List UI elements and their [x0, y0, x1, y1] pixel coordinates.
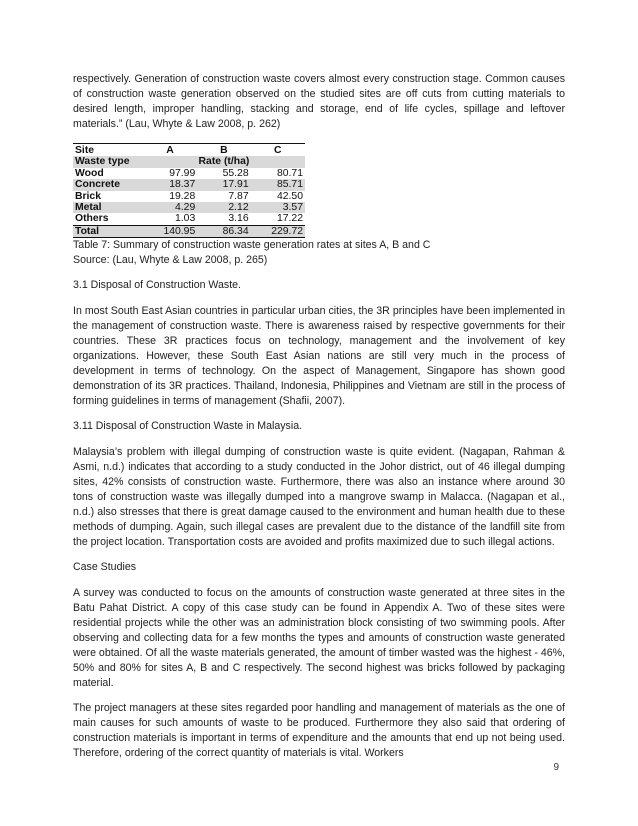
- header-site-a: A: [143, 144, 197, 157]
- table-row: [73, 213, 305, 225]
- table-row: [73, 202, 305, 213]
- section-body-3-1: In most South East Asian countries in particular urban cities, the 3R principles have been implemented in the management of construction waste. There is awareness raised by respective governments for their countries. These 3R practices focus on technology, management and the involvement of key organizations. However, these South East Asian nations are still very much in the process of development in terms of technology. On the aspect of Management, Singapore has shown good demonstration of its 3R practices. Thailand, Indonesia, Philippines and Vietnam are still in the process of forming guidelines in terms of management (Shafii, 2007).: [73, 305, 565, 408]
- subheader-waste-type: Waste type: [73, 156, 143, 167]
- row-label: Metal: [73, 202, 143, 213]
- table-row: [73, 168, 305, 179]
- cell-a: 19.28: [169, 190, 196, 202]
- cell-b: 2.12: [197, 202, 250, 213]
- cell-c: 3.57: [251, 202, 305, 213]
- cell-c: 17.22: [276, 213, 303, 225]
- cell-a: 18.37: [143, 179, 197, 190]
- page-number: 9: [553, 762, 559, 773]
- section-heading-case-studies: Case Studies: [73, 561, 137, 574]
- cell-a: 140.95: [143, 225, 197, 237]
- cell-c: 80.71: [276, 167, 303, 179]
- header-site: Site: [73, 144, 143, 157]
- table-row: [73, 179, 305, 190]
- waste-rate-table: [73, 143, 305, 238]
- header-site-c: C: [251, 144, 305, 157]
- table-caption-source: Source: (Lau, Whyte & Law 2008, p. 265): [73, 254, 268, 267]
- case-studies-paragraph-1: A survey was conducted to focus on the amounts of construction waste generated at three sites in the Batu Pahat District. A copy of this case study can be found in Appendix A. Two of these sites were residential projects while the other was an administration block consisting of two swimming pools. After observing and collecting data for a few months the types and amounts of construction waste generated were obtained. Of all the waste materials generated, the amount of timber wasted was the highest - 46%, 50% and 80% for sites A, B and C respectively. The second highest was bricks followed by packaging material.: [73, 587, 565, 690]
- row-label: Concrete: [73, 179, 143, 190]
- case-studies-paragraph-2: The project managers at these sites regarded poor handling and management of materials as the one of main causes for such amounts of waste to be produced. Furthermore they also said that ordering of construction materials is important in terms of expenditure and the amounts that end up not being used. Therefore, ordering of the correct quantity of materials is vital. Workers: [73, 702, 565, 760]
- waste-table-container: [73, 143, 565, 238]
- cell-a: 1.03: [175, 213, 196, 225]
- cell-c: 85.71: [251, 179, 305, 190]
- table-row: [73, 191, 305, 202]
- table-caption-title: Table 7: Summary of construction waste generation rates at sites A, B and C: [73, 239, 431, 252]
- table-total-row: [73, 225, 305, 237]
- subheader-rate: Rate (t/ha): [143, 156, 305, 167]
- table-header-row: [73, 144, 305, 157]
- row-label: Brick: [75, 190, 101, 202]
- cell-c: 229.72: [251, 225, 305, 237]
- intro-paragraph: respectively. Generation of construction waste covers almost every construction stage. Common causes of construction waste generation observed on the studied sites are off cuts from cutting materials to desired length, improper handling, stacking and storage, end of life cycles, spillage and leftover materials.” (Lau, Whyte & Law 2008, p. 262): [73, 73, 565, 130]
- cell-b: 7.87: [228, 190, 249, 202]
- table-caption: [73, 238, 565, 268]
- cell-b: 3.16: [228, 213, 249, 225]
- cell-b: 86.34: [197, 225, 250, 237]
- header-site-b: B: [197, 144, 250, 157]
- cell-b: 55.28: [222, 167, 249, 179]
- row-label: Wood: [75, 167, 104, 179]
- section-body-3-11: Malaysia’s problem with illegal dumping of construction waste is quite evident. (Nagapan, Rahman & Asmi, n.d.) indicates that according to a study conducted in the Johor district, out of 46 illegal dumping sites, 42% consists of construction waste. Furthermore, there was also an instance where around 30 tons of construction waste was illegally dumped into a mangrove swamp in Malacca. (Nagapan et al., n.d.) also stresses that there is great damage caused to the environment and human health due to these methods of dumping. Again, such illegal cases are prevalent due to the distance of the landfill site from the project location. Transportation costs are avoided and profits maximized due to such illegal actions.: [73, 446, 565, 549]
- section-heading-3-1: 3.1 Disposal of Construction Waste.: [73, 279, 242, 292]
- cell-c: 42.50: [276, 190, 303, 202]
- cell-a: 4.29: [143, 202, 197, 213]
- section-heading-3-11: 3.11 Disposal of Construction Waste in Malaysia.: [73, 420, 303, 433]
- row-label: Others: [75, 213, 109, 225]
- cell-a: 97.99: [169, 167, 196, 179]
- cell-b: 17.91: [197, 179, 250, 190]
- document-page: [73, 72, 565, 771]
- row-label: Total: [73, 225, 143, 237]
- table-subheader-row: [73, 156, 305, 167]
